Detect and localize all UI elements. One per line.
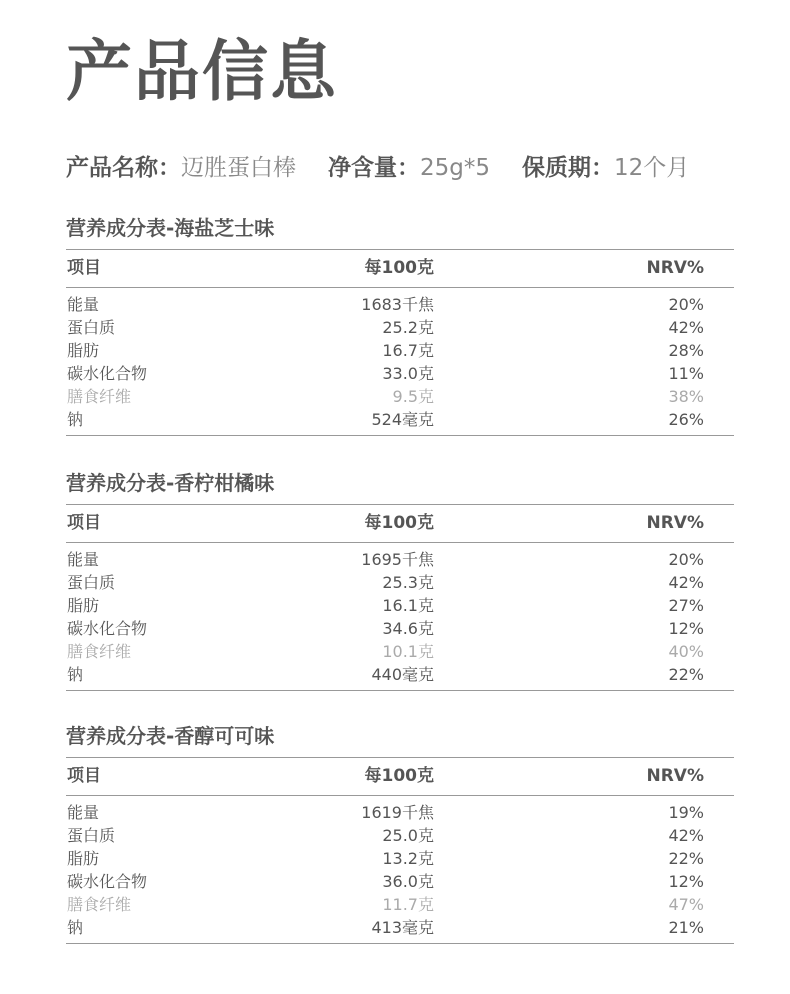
table-title: 营养成分表-香柠柑橘味 [66, 471, 275, 495]
row-name: 蛋白质 [67, 573, 116, 592]
row-value: 1619千焦 [361, 803, 434, 822]
row-name: 膳食纤维 [67, 642, 132, 661]
row-nrv: 40% [668, 642, 704, 661]
info-value: 12个月 [614, 155, 690, 181]
row-name: 能量 [67, 803, 100, 822]
row-nrv: 38% [668, 387, 704, 406]
table-row [66, 893, 734, 916]
header-per-100g: 每100克 [364, 513, 434, 533]
row-nrv: 42% [668, 826, 704, 845]
row-name: 能量 [67, 295, 100, 314]
row-nrv: 20% [668, 550, 704, 569]
nutrition-table-lemon-citrus [66, 467, 734, 691]
row-value: 36.0克 [382, 872, 434, 891]
row-value: 440毫克 [371, 665, 434, 684]
row-nrv: 11% [668, 364, 704, 383]
row-value: 1695千焦 [361, 550, 434, 569]
row-name: 膳食纤维 [67, 895, 132, 914]
row-name: 能量 [67, 550, 100, 569]
header-nrv: NRV% [646, 766, 704, 786]
table-row [66, 339, 734, 362]
row-nrv: 22% [668, 849, 704, 868]
header-item: 项目 [67, 766, 101, 786]
page-title: 产品信息 [66, 33, 338, 110]
row-nrv: 42% [668, 573, 704, 592]
row-value: 25.0克 [382, 826, 434, 845]
product-info-line [66, 151, 746, 185]
row-value: 33.0克 [382, 364, 434, 383]
row-nrv: 47% [668, 895, 704, 914]
table-row [66, 362, 734, 385]
table-row [66, 385, 734, 408]
table-body [66, 288, 734, 436]
info-label: 产品名称： [66, 155, 181, 181]
net-content-info [328, 151, 490, 185]
table-row [66, 801, 734, 824]
row-nrv: 28% [668, 341, 704, 360]
row-value: 25.2克 [382, 318, 434, 337]
table-header [66, 504, 734, 543]
row-nrv: 12% [668, 619, 704, 638]
row-nrv: 21% [668, 918, 704, 937]
row-nrv: 12% [668, 872, 704, 891]
row-name: 碳水化合物 [67, 364, 148, 383]
table-title: 营养成分表-香醇可可味 [66, 724, 275, 748]
row-name: 脂肪 [67, 341, 100, 360]
header-per-100g: 每100克 [364, 766, 434, 786]
table-row [66, 594, 734, 617]
row-name: 钠 [67, 410, 84, 429]
table-row [66, 571, 734, 594]
info-label: 保质期： [522, 155, 614, 181]
row-name: 钠 [67, 665, 84, 684]
row-value: 11.7克 [382, 895, 434, 914]
row-nrv: 42% [668, 318, 704, 337]
table-row [66, 847, 734, 870]
row-value: 413毫克 [371, 918, 434, 937]
header-item: 项目 [67, 513, 101, 533]
header-nrv: NRV% [646, 513, 704, 533]
table-row [66, 293, 734, 316]
info-value: 迈胜蛋白棒 [181, 155, 296, 181]
row-nrv: 19% [668, 803, 704, 822]
row-value: 524毫克 [371, 410, 434, 429]
row-name: 膳食纤维 [67, 387, 132, 406]
info-value: 25g*5 [420, 155, 490, 181]
row-name: 钠 [67, 918, 84, 937]
shelf-life-info [522, 151, 689, 185]
header-item: 项目 [67, 258, 101, 278]
row-name: 蛋白质 [67, 826, 116, 845]
row-nrv: 26% [668, 410, 704, 429]
row-name: 碳水化合物 [67, 619, 148, 638]
row-value: 34.6克 [382, 619, 434, 638]
table-row [66, 640, 734, 663]
row-value: 16.1克 [382, 596, 434, 615]
table-body [66, 796, 734, 944]
table-row [66, 916, 734, 939]
row-name: 脂肪 [67, 596, 100, 615]
row-name: 蛋白质 [67, 318, 116, 337]
row-value: 13.2克 [382, 849, 434, 868]
table-body [66, 543, 734, 691]
table-row [66, 316, 734, 339]
row-nrv: 27% [668, 596, 704, 615]
table-row [66, 617, 734, 640]
row-value: 10.1克 [382, 642, 434, 661]
table-row [66, 824, 734, 847]
nutrition-table-sea-salt-cheese [66, 212, 734, 436]
row-value: 25.3克 [382, 573, 434, 592]
row-nrv: 22% [668, 665, 704, 684]
row-value: 16.7克 [382, 341, 434, 360]
row-name: 脂肪 [67, 849, 100, 868]
header-nrv: NRV% [646, 258, 704, 278]
table-header [66, 249, 734, 288]
nutrition-table-cocoa [66, 720, 734, 944]
table-row [66, 663, 734, 686]
table-header [66, 757, 734, 796]
info-label: 净含量： [328, 155, 420, 181]
table-title: 营养成分表-海盐芝士味 [66, 216, 275, 240]
table-row [66, 408, 734, 431]
row-name: 碳水化合物 [67, 872, 148, 891]
row-nrv: 20% [668, 295, 704, 314]
header-per-100g: 每100克 [364, 258, 434, 278]
table-row [66, 548, 734, 571]
table-row [66, 870, 734, 893]
row-value: 9.5克 [392, 387, 434, 406]
row-value: 1683千焦 [361, 295, 434, 314]
product-name-info [66, 151, 296, 185]
